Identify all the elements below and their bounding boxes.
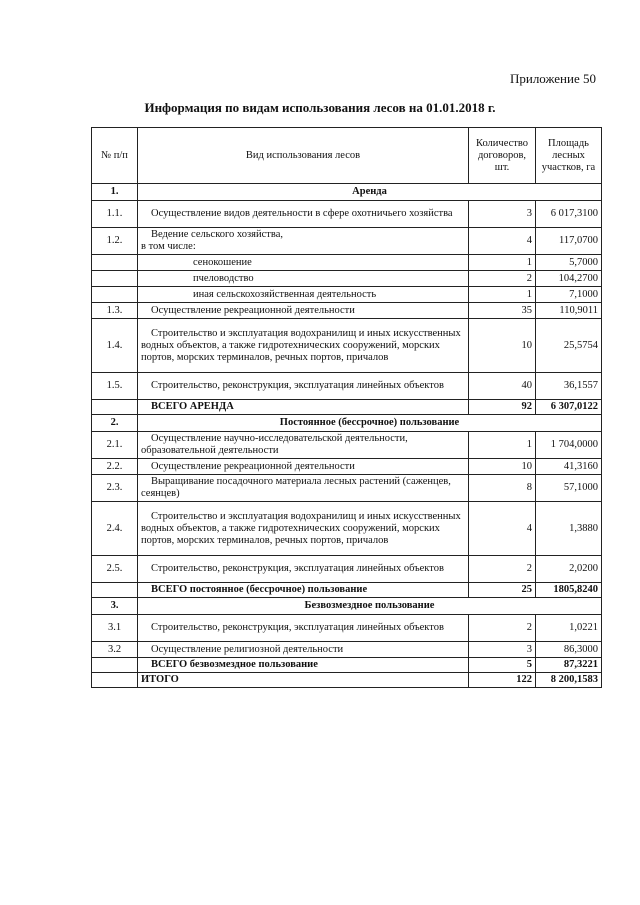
table-header-row <box>92 128 602 184</box>
row-contract-count: 2 <box>469 615 536 642</box>
row-area: 1,3880 <box>536 502 602 556</box>
table-row <box>92 475 602 502</box>
section-number: 2. <box>92 415 138 432</box>
row-number: 2.1. <box>92 432 138 459</box>
total-empty-cell <box>92 400 138 415</box>
total-empty-cell <box>92 658 138 673</box>
table-row <box>92 255 602 271</box>
row-area: 1,0221 <box>536 615 602 642</box>
row-area: 25,5754 <box>536 319 602 373</box>
row-number: 1.2. <box>92 228 138 255</box>
section-total-label: ВСЕГО безвозмездное пользование <box>138 658 469 673</box>
row-area: 117,0700 <box>536 228 602 255</box>
row-contract-count: 1 <box>469 432 536 459</box>
section-total-label: ВСЕГО АРЕНДА <box>138 400 469 415</box>
row-number: 1.3. <box>92 303 138 319</box>
row-usage-type: сенокошение <box>138 255 469 271</box>
row-contract-count: 3 <box>469 201 536 228</box>
table-row <box>92 642 602 658</box>
row-contract-count: 35 <box>469 303 536 319</box>
header-count: Количество договоров, шт. <box>469 128 536 184</box>
row-number: 2.2. <box>92 459 138 475</box>
row-contract-count: 1 <box>469 255 536 271</box>
table-row <box>92 615 602 642</box>
row-contract-count: 4 <box>469 502 536 556</box>
header-type: Вид использования лесов <box>138 128 469 184</box>
row-number: 2.5. <box>92 556 138 583</box>
section-header-row <box>92 415 602 432</box>
row-usage-type: Ведение сельского хозяйства, в том числе: <box>138 228 469 255</box>
section-total-count: 92 <box>469 400 536 415</box>
row-contract-count: 8 <box>469 475 536 502</box>
table-row <box>92 201 602 228</box>
row-usage-type: Строительство и эксплуатация водохранилищ и иных искусственных водных объектов, а также гидротехнических сооружений, морских портов, морских терминалов, речных портов, причалов <box>138 319 469 373</box>
table-row <box>92 271 602 287</box>
table-row <box>92 228 602 255</box>
row-usage-type: Строительство и эксплуатация водохранилищ и иных искусственных водных объектов, а также гидротехнических сооружений, морских портов, морских терминалов, речных портов, причалов <box>138 502 469 556</box>
grand-total-empty-cell <box>92 673 138 688</box>
forest-use-table <box>91 127 602 688</box>
section-total-row <box>92 658 602 673</box>
row-area: 6 017,3100 <box>536 201 602 228</box>
row-contract-count: 3 <box>469 642 536 658</box>
table-body <box>92 184 602 688</box>
row-usage-type: Строительство, реконструкция, эксплуатация линейных объектов <box>138 556 469 583</box>
table-row <box>92 373 602 400</box>
section-name: Аренда <box>138 184 602 201</box>
header-area: Площадь лесных участков, га <box>536 128 602 184</box>
section-total-count: 5 <box>469 658 536 673</box>
table-row <box>92 287 602 303</box>
section-name: Безвозмездное пользование <box>138 598 602 615</box>
row-contract-count: 2 <box>469 556 536 583</box>
section-header-row <box>92 184 602 201</box>
section-name: Постоянное (бессрочное) пользование <box>138 415 602 432</box>
row-number: 1.4. <box>92 319 138 373</box>
row-area: 104,2700 <box>536 271 602 287</box>
table-row <box>92 459 602 475</box>
row-contract-count: 40 <box>469 373 536 400</box>
row-area: 7,1000 <box>536 287 602 303</box>
row-number <box>92 271 138 287</box>
row-number: 3.2 <box>92 642 138 658</box>
row-area: 41,3160 <box>536 459 602 475</box>
total-empty-cell <box>92 583 138 598</box>
row-usage-type: Строительство, реконструкция, эксплуатация линейных объектов <box>138 615 469 642</box>
row-usage-type: Строительство, реконструкция, эксплуатация линейных объектов <box>138 373 469 400</box>
section-total-area: 6 307,0122 <box>536 400 602 415</box>
row-area: 57,1000 <box>536 475 602 502</box>
row-usage-type: Осуществление видов деятельности в сфере охотничьего хозяйства <box>138 201 469 228</box>
section-number: 1. <box>92 184 138 201</box>
row-area: 110,9011 <box>536 303 602 319</box>
table-row <box>92 319 602 373</box>
row-area: 1 704,0000 <box>536 432 602 459</box>
section-total-area: 1805,8240 <box>536 583 602 598</box>
row-contract-count: 2 <box>469 271 536 287</box>
row-number: 1.1. <box>92 201 138 228</box>
row-area: 36,1557 <box>536 373 602 400</box>
row-contract-count: 4 <box>469 228 536 255</box>
row-number: 2.4. <box>92 502 138 556</box>
section-header-row <box>92 598 602 615</box>
row-contract-count: 10 <box>469 459 536 475</box>
section-number: 3. <box>92 598 138 615</box>
row-contract-count: 1 <box>469 287 536 303</box>
row-area: 2,0200 <box>536 556 602 583</box>
row-contract-count: 10 <box>469 319 536 373</box>
row-usage-type: Выращивание посадочного материала лесных растений (саженцев, сеянцев) <box>138 475 469 502</box>
appendix-label: Приложение 50 <box>509 71 596 86</box>
row-area: 86,3000 <box>536 642 602 658</box>
grand-total-count: 122 <box>469 673 536 688</box>
table-row <box>92 432 602 459</box>
row-number: 2.3. <box>92 475 138 502</box>
table-row <box>92 502 602 556</box>
row-usage-type: пчеловодство <box>138 271 469 287</box>
table-row <box>92 556 602 583</box>
row-usage-type: Осуществление религиозной деятельности <box>138 642 469 658</box>
section-total-area: 87,3221 <box>536 658 602 673</box>
section-total-row <box>92 583 602 598</box>
row-number: 3.1 <box>92 615 138 642</box>
section-total-row <box>92 400 602 415</box>
grand-total-label: ИТОГО <box>138 673 469 688</box>
grand-total-row <box>92 673 602 688</box>
row-number <box>92 255 138 271</box>
row-area: 5,7000 <box>536 255 602 271</box>
section-total-label: ВСЕГО постоянное (бессрочное) пользование <box>138 583 469 598</box>
table-row <box>92 303 602 319</box>
header-num: № п/п <box>92 128 138 184</box>
row-usage-type: Осуществление рекреационной деятельности <box>138 459 469 475</box>
section-total-count: 25 <box>469 583 536 598</box>
row-usage-type: иная сельскохозяйственная деятельность <box>138 287 469 303</box>
row-usage-type: Осуществление научно-исследовательской деятельности, образовательной деятельности <box>138 432 469 459</box>
row-usage-type: Осуществление рекреационной деятельности <box>138 303 469 319</box>
grand-total-area: 8 200,1583 <box>536 673 602 688</box>
page-title: Информация по видам использования лесов на 01.01.2018 г. <box>144 100 496 115</box>
row-number <box>92 287 138 303</box>
row-number: 1.5. <box>92 373 138 400</box>
